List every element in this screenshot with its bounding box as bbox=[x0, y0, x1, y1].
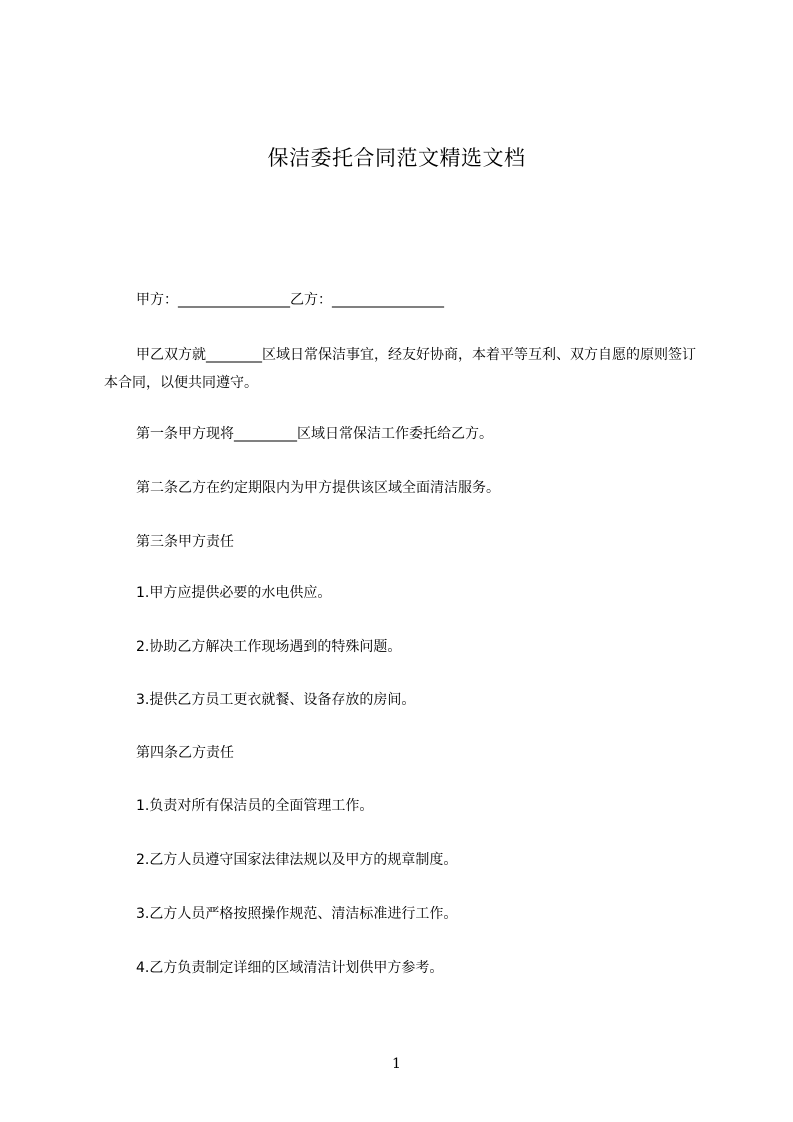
article-3-heading: 第三条甲方责任 bbox=[136, 534, 234, 550]
page-number: 1 bbox=[392, 1056, 401, 1072]
article-4-item: 1.负责对所有保洁员的全面管理工作。 bbox=[136, 798, 374, 814]
article-2: 第二条乙方在约定期限内为甲方提供该区域全面清洁服务。 bbox=[136, 480, 500, 496]
article-3-item: 1.甲方应提供必要的水电供应。 bbox=[136, 585, 332, 601]
article-4-item: 2.乙方人员遵守国家法律法规以及甲方的规章制度。 bbox=[136, 852, 458, 868]
article-1: 第一条甲方现将_________区域日常保洁工作委托给乙方。 bbox=[136, 426, 493, 442]
article-4-heading: 第四条乙方责任 bbox=[136, 745, 234, 761]
article-4-item: 4.乙方负责制定详细的区域清洁计划供甲方参考。 bbox=[136, 960, 444, 976]
intro-paragraph: 甲乙双方就________区域日常保洁事宜，经友好协商，本着平等互利、双方自愿的原则签订本合同，以便共同遵守。 bbox=[104, 347, 696, 391]
parties-line: 甲方：________________乙方：________________ bbox=[136, 292, 444, 308]
article-3-item: 2.协助乙方解决工作现场遇到的特殊问题。 bbox=[136, 639, 402, 655]
document-title: 保洁委托合同范文精选文档 bbox=[267, 146, 526, 170]
article-3-item: 3.提供乙方员工更衣就餐、设备存放的房间。 bbox=[136, 692, 416, 708]
article-4-item: 3.乙方人员严格按照操作规范、清洁标准进行工作。 bbox=[136, 906, 458, 922]
